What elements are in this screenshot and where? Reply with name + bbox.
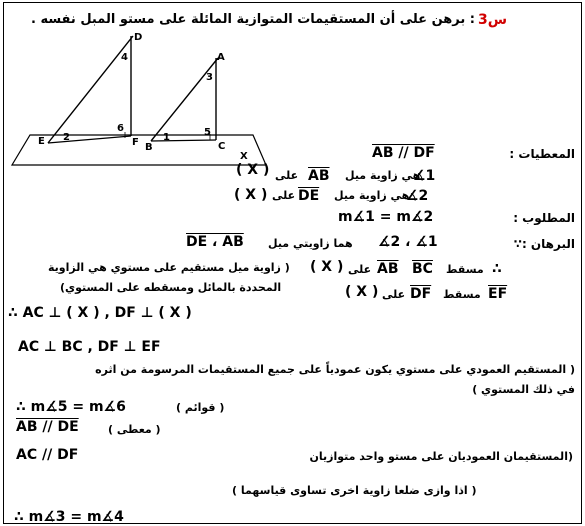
proof-line1-angles: ∡2 ، ∡1	[378, 234, 438, 250]
label-e: E	[38, 136, 45, 147]
angle-1: 1	[163, 132, 170, 143]
angle-5: 5	[204, 127, 211, 138]
label-x: X	[240, 151, 248, 162]
proof-line8: AC // DF	[16, 447, 79, 463]
proof-label: البرهان :∵	[513, 237, 575, 251]
givens-angle2-sym: ∡2	[406, 188, 429, 204]
proof-line3-seg1: $\overline{EF}$	[488, 286, 508, 302]
proof-line7: AB // DE	[16, 419, 79, 435]
proof-line5-reason1: ( المستقيم العمودي على مستوي يكون عمودياً على جميع المستقيمات المرسومة من اثره	[95, 363, 575, 376]
proof-line1-segs: DE ، AB	[186, 234, 244, 250]
proof-line2-therefore: ∴	[492, 261, 502, 277]
givens-angle1-seg: $\overline{AB}$	[308, 168, 330, 184]
segment-ef	[48, 136, 131, 143]
proof-line6: ∴ m∡5 = m∡6	[16, 399, 126, 415]
label-f: F	[132, 137, 139, 148]
givens-parallel: AB // DF	[372, 145, 435, 161]
proof-line3-seg2: $\overline{DF}$	[410, 286, 432, 302]
segment-bc	[151, 140, 216, 141]
proof-line9-reason: ( اذا وازى ضلعا زاوية اخرى تساوى قياسهما )	[232, 484, 477, 497]
proof-line2-seg1: $\overline{BC}$	[412, 261, 433, 277]
proof-line3-on: على	[382, 288, 406, 301]
proof-line10: ∴ m∡3 = m∡4	[14, 509, 124, 525]
proof-line4: ∴ AC ⊥ ( X ) , DF ⊥ ( X )	[8, 305, 192, 321]
required-expr: m∡1 = m∡2	[338, 209, 434, 225]
proof-line3-text: مسقط	[443, 288, 481, 301]
proof-line2-reason: ( زاوية ميل مستقيم على مستوي هي الزاوية	[48, 261, 290, 274]
givens-label: المعطيات :	[509, 147, 575, 161]
angle-4: 4	[121, 52, 128, 63]
givens-angle1-on: على	[275, 169, 299, 182]
angle-3: 3	[206, 72, 213, 83]
proof-line2-on: على	[348, 263, 372, 276]
proof-line3-reason: المحددة بالمائل ومسقطه على المستوي)	[60, 281, 282, 294]
proof-line5-reason2: في ذلك المستوي )	[472, 383, 575, 396]
proof-line6-reason: ( قوائم )	[176, 401, 225, 414]
proof-line2-plane: ( X )	[310, 259, 344, 275]
givens-angle2-plane: ( X )	[234, 187, 268, 203]
geometry-figure	[8, 28, 278, 168]
givens-angle1-plane: ( X )	[236, 162, 270, 178]
angle-2: 2	[63, 132, 70, 143]
angle-6: 6	[117, 123, 124, 134]
proof-line3-plane: ( X )	[345, 284, 379, 300]
label-c: C	[218, 141, 226, 152]
label-d: D	[134, 32, 143, 43]
proof-line7-reason: ( معطى )	[108, 423, 161, 436]
givens-angle1-sym: ∡1	[413, 168, 436, 184]
required-label: المطلوب :	[513, 211, 575, 225]
proof-line1-text: هما زاويتي ميل	[268, 237, 353, 250]
givens-angle2-text: هي زاوية ميل	[334, 189, 410, 202]
givens-angle2-on: على	[272, 189, 296, 202]
question-text: : برهن على أن المستقيمات المتوازية المائلة على مستو المبل نفسه .	[30, 12, 475, 27]
label-a: A	[217, 52, 225, 63]
givens-angle2-seg: $\overline{DE}$	[298, 188, 320, 204]
proof-line2-text1: مسقط	[446, 263, 484, 276]
label-b: B	[145, 142, 153, 153]
proof-line2-seg2: $\overline{AB}$	[377, 261, 399, 277]
question-number: س3	[478, 12, 508, 28]
proof-line8-reason: (المستقيمان العموديان على مستو واحد متوازيان	[309, 450, 573, 463]
givens-angle1-text: هي زاوية ميل	[345, 169, 421, 182]
proof-line5: AC ⊥ BC , DF ⊥ EF	[18, 339, 161, 355]
